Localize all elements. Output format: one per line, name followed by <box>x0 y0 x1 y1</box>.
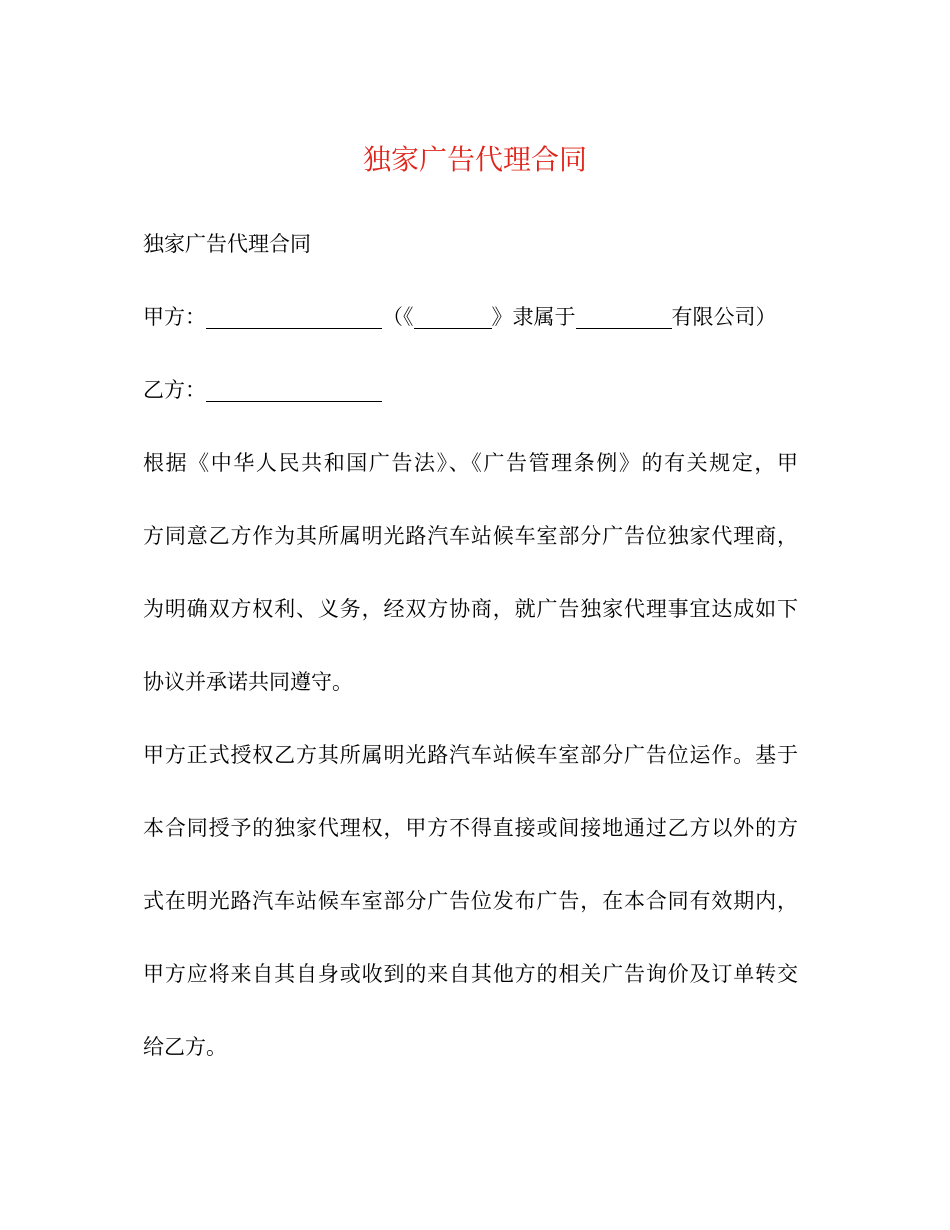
paragraph1-line: 为明确双方权利、义务，经双方协商，就广告独家代理事宜达成如下 <box>143 597 798 621</box>
paragraph1-line: 方同意乙方作为其所属明光路汽车站候车室部分广告位独家代理商， <box>143 524 798 548</box>
party-b-label: 乙方： <box>143 378 206 402</box>
paragraph2-line: 甲方应将来自其自身或收到的来自其他方的相关广告询价及订单转交 <box>143 962 798 986</box>
paragraph2-line: 给乙方。 <box>143 1035 227 1059</box>
paragraph1-line: 根据《中华人民共和国广告法》、《广告管理条例》的有关规定，甲 <box>143 451 798 475</box>
party-a-company-blank <box>576 304 672 329</box>
party-a-label: 甲方： <box>143 305 206 329</box>
document-body <box>143 220 798 1071</box>
party-a-bracket-open: （《 <box>382 305 414 329</box>
party-b-name-blank <box>206 377 382 402</box>
paragraph2-line: 本合同授予的独家代理权，甲方不得直接或间接地通过乙方以外的方 <box>143 816 798 840</box>
party-a-bracket-mid: 》隶属于 <box>491 305 576 329</box>
party-a-bracket-close: 有限公司） <box>671 305 777 329</box>
party-a-line <box>143 293 798 341</box>
party-a-media-blank <box>414 304 492 329</box>
paragraph2-line: 式在明光路汽车站候车室部分广告位发布广告，在本合同有效期内， <box>143 889 798 913</box>
document-title: 独家广告代理合同 <box>362 143 587 176</box>
paragraph2-line: 甲方正式授权乙方其所属明光路汽车站候车室部分广告位运作。基于 <box>143 743 798 767</box>
party-a-name-blank <box>206 304 382 329</box>
paragraph1-line: 协议并承诺共同遵守。 <box>143 670 353 694</box>
document-subtitle: 独家广告代理合同 <box>143 232 311 256</box>
party-b-line <box>143 366 798 414</box>
